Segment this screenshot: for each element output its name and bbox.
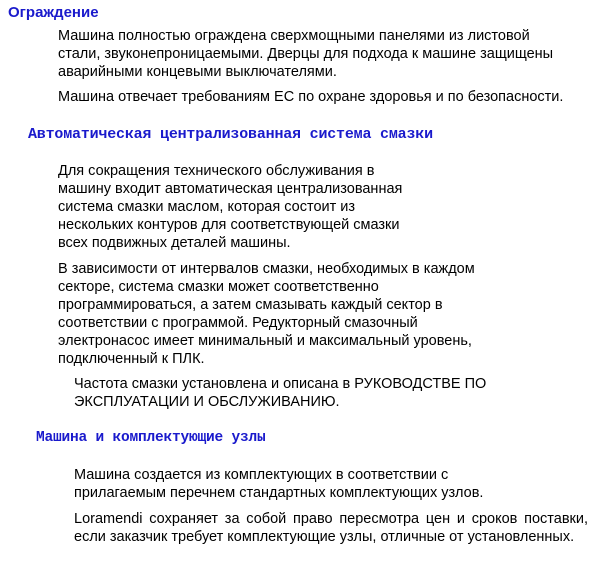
paragraph-lubrication-overview: Для сокращения технического обслуживания в машину входит автоматическая централизованная система смазки маслом, которая состоит из нескольких контуров для соответствующей смазки всех подвижных деталей машины. bbox=[58, 163, 403, 251]
paragraph-lubrication-programming: В зависимости от интервалов смазки, необходимых в каждом секторе, система смазки может соответственно программироваться, а затем смазывать каждый сектор в соответствии с программой. Редукторный смазочный электронасос имеет минимальный и максимальный уровень, подключенный к ПЛК. bbox=[58, 261, 475, 367]
section-title-components: Машина и комплектующие узлы bbox=[36, 430, 266, 446]
paragraph-ec-compliance: Машина отвечает требованиям ЕС по охране здоровья и по безопасности. bbox=[58, 89, 564, 105]
paragraph-lubrication-frequency: Частота смазки установлена и описана в РУКОВОДСТВЕ ПО ЭКСПЛУАТАЦИИ И ОБСЛУЖИВАНИЮ. bbox=[74, 376, 487, 410]
paragraph-enclosure-panels: Машина полностью ограждена сверхмощными панелями из листовой стали, звуконепроницаемыми. Дверцы для подхода к машине защищены аварийными концевыми выключателями. bbox=[58, 28, 554, 80]
paragraph-components-list: Машина создается из комплектующих в соответствии с прилагаемым перечнем стандартных комплектующих узлов. bbox=[74, 467, 484, 501]
section-title-lubrication: Автоматическая централизованная система смазки bbox=[28, 126, 433, 143]
paragraph-loramendi-rights: Loramendi сохраняет за собой право пересмотра цен и сроков поставки, если заказчик требует комплектующие узлы, отличные от установленных. bbox=[74, 511, 588, 545]
section-title-enclosure: Ограждение bbox=[8, 4, 99, 21]
